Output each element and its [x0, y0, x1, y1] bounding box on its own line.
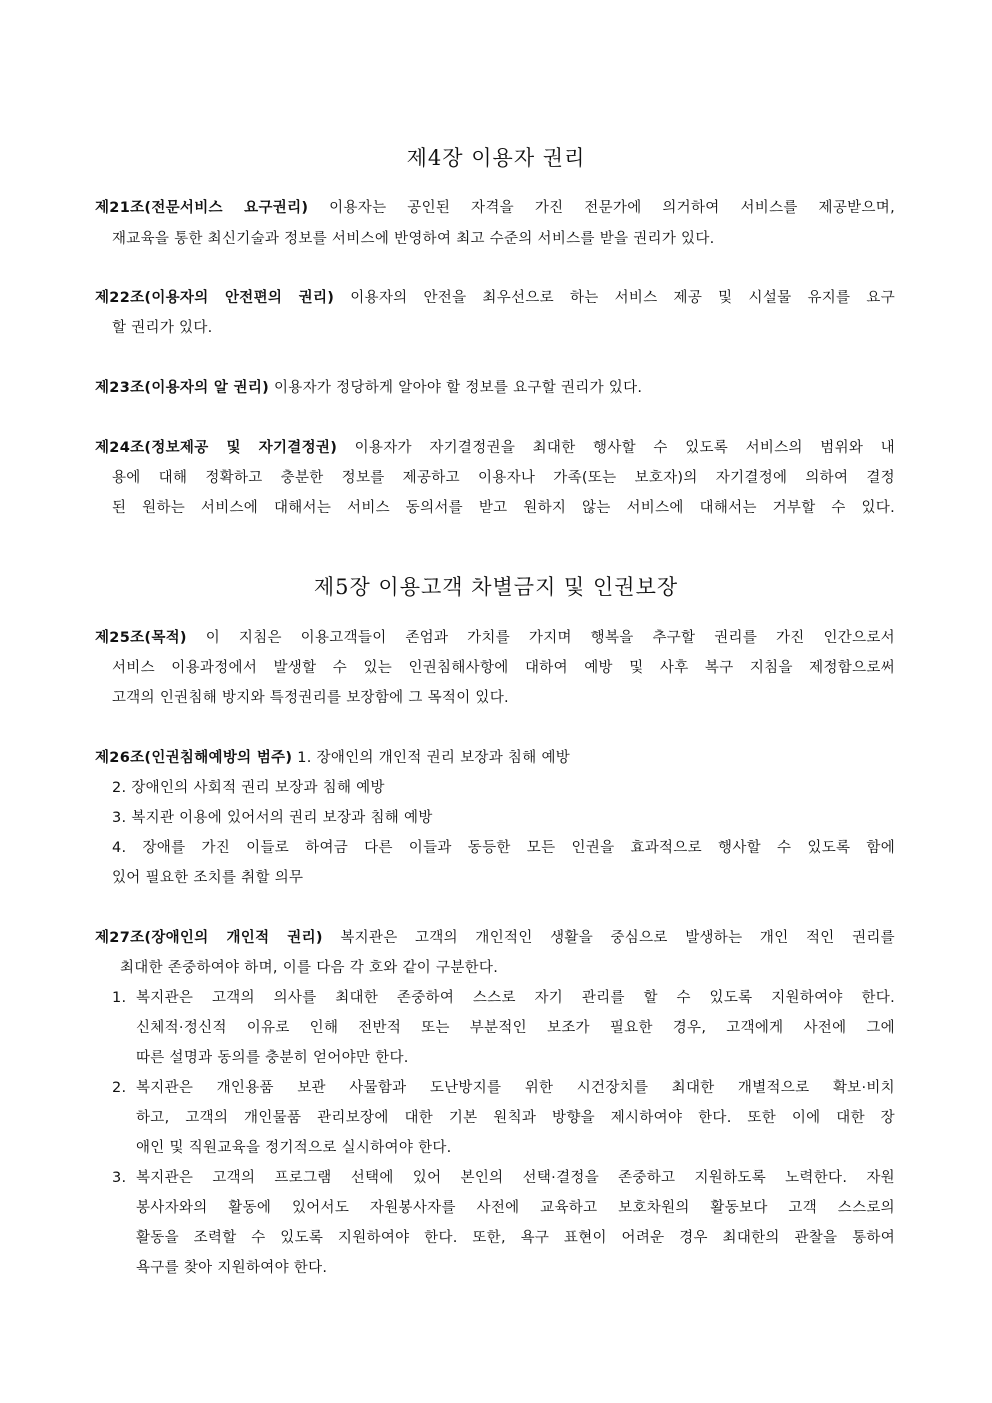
article-25-text-1: 이 지침은 이용고객들이 존엄과 가치를 가지며 행복을 추구할 권리를 가진 인간으로서 [186, 630, 895, 646]
article-27-item-2-line-1: 복지관은 개인용품 보관 사물함과 도난방지를 위한 시건장치를 최대한 개별적으로 확보·비치 [136, 1080, 895, 1096]
article-27-item-1-line-3: 따른 설명과 동의를 충분히 얻어야만 한다. [136, 1050, 409, 1066]
article-27-line-2: 최대한 존중하여야 하며, 이를 다음 각 호와 같이 구분한다. [120, 960, 499, 976]
article-27-item-3-number: 3. [112, 1170, 127, 1186]
article-22-text-1: 이용자의 안전을 최우선으로 하는 서비스 제공 및 시설물 유지를 요구 [334, 290, 895, 306]
article-24-line-1 [95, 438, 895, 458]
article-22-line-1 [95, 288, 895, 308]
article-26-title: 제26조(인권침해예방의 범주) [95, 750, 293, 766]
article-23-text-1: 이용자가 정당하게 알아야 할 정보를 요구할 권리가 있다. [269, 380, 643, 396]
article-26-line-1 [95, 748, 570, 768]
article-27-item-3-line-1: 복지관은 고객의 프로그램 선택에 있어 본인의 선택·결정을 존중하고 지원하도록 노력한다. 자원 [136, 1170, 895, 1186]
article-27-text-1: 복지관은 고객의 개인적인 생활을 중심으로 발생하는 개인 적인 권리를 [322, 930, 895, 946]
article-26-item-3: 3. 복지관 이용에 있어서의 권리 보장과 침해 예방 [112, 810, 433, 826]
article-25-line-3: 고객의 인권침해 방지와 특정권리를 보장함에 그 목적이 있다. [112, 690, 509, 706]
article-27-item-1-number: 1. [112, 990, 127, 1006]
article-27-item-1-line-1: 복지관은 고객의 의사를 최대한 존중하여 스스로 자기 관리를 할 수 있도록 지원하여야 한다. [136, 990, 895, 1006]
article-27-line-1 [95, 928, 895, 948]
article-26-item-2: 2. 장애인의 사회적 권리 보장과 침해 예방 [112, 780, 385, 796]
article-24-text-1: 이용자가 자기결정권을 최대한 행사할 수 있도록 서비스의 범위와 내 [337, 440, 895, 456]
article-25-title: 제25조(목적) [95, 630, 187, 646]
article-23-line-1 [95, 378, 642, 398]
article-27-item-2-number: 2. [112, 1080, 127, 1096]
article-21-title: 제21조(전문서비스 요구권리) [95, 200, 309, 216]
article-23-title: 제23조(이용자의 알 권리) [95, 380, 270, 396]
article-21-line-2: 재교육을 통한 최신기술과 정보를 서비스에 반영하여 최고 수준의 서비스를 받을 권리가 있다. [112, 231, 715, 247]
chapter-4-heading: 제4장 이용자 권리 [406, 146, 586, 170]
article-27-item-3-line-4: 욕구를 찾아 지원하여야 한다. [136, 1260, 328, 1276]
article-25-line-2: 서비스 이용과정에서 발생할 수 있는 인권침해사항에 대하여 예방 및 사후 복구 지침을 제정함으로써 [112, 660, 895, 676]
article-22-line-2: 할 권리가 있다. [112, 320, 213, 336]
chapter-5-heading: 제5장 이용고객 차별금지 및 인권보장 [313, 575, 679, 599]
article-27-item-1-line-2: 신체적·정신적 이유로 인해 전반적 또는 부분적인 보조가 필요한 경우, 고객에게 사전에 그에 [136, 1020, 895, 1036]
article-27-item-2-line-3: 애인 및 직원교육을 정기적으로 실시하여야 한다. [136, 1140, 452, 1156]
article-21-line-1 [95, 198, 895, 218]
article-27-item-3-line-3: 활동을 조력할 수 있도록 지원하여야 한다. 또한, 욕구 표현이 어려운 경우 최대한의 관찰을 통하여 [136, 1230, 895, 1246]
article-24-line-2: 용에 대해 정확하고 충분한 정보를 제공하고 이용자나 가족(또는 보호자)의 자기결정에 의하여 결정 [112, 470, 895, 486]
article-25-line-1 [95, 628, 895, 648]
article-26-item-4-line-2: 있어 필요한 조치를 취할 의무 [112, 870, 304, 886]
article-22-title: 제22조(이용자의 안전편의 권리) [95, 290, 335, 306]
article-26-item-1: 1. 장애인의 개인적 권리 보장과 침해 예방 [292, 750, 571, 766]
article-27-item-3-line-2: 봉사자와의 활동에 있어서도 자원봉사자를 사전에 교육하고 보호차원의 활동보다 고객 스스로의 [136, 1200, 895, 1216]
article-26-item-4-line-1: 4. 장애를 가진 이들로 하여금 다른 이들과 동등한 모든 인권을 효과적으로 행사할 수 있도록 함에 [112, 840, 895, 856]
article-24-title: 제24조(정보제공 및 자기결정권) [95, 440, 338, 456]
article-27-item-2-line-2: 하고, 고객의 개인물품 관리보장에 대한 기본 원칙과 방향을 제시하여야 한다. 또한 이에 대한 장 [136, 1110, 895, 1126]
article-27-title: 제27조(장애인의 개인적 권리) [95, 930, 323, 946]
article-21-text-1: 이용자는 공인된 자격을 가진 전문가에 의거하여 서비스를 제공받으며, [308, 200, 895, 216]
article-24-line-3: 된 원하는 서비스에 대해서는 서비스 동의서를 받고 원하지 않는 서비스에 대해서는 거부할 수 있다. [112, 500, 895, 516]
